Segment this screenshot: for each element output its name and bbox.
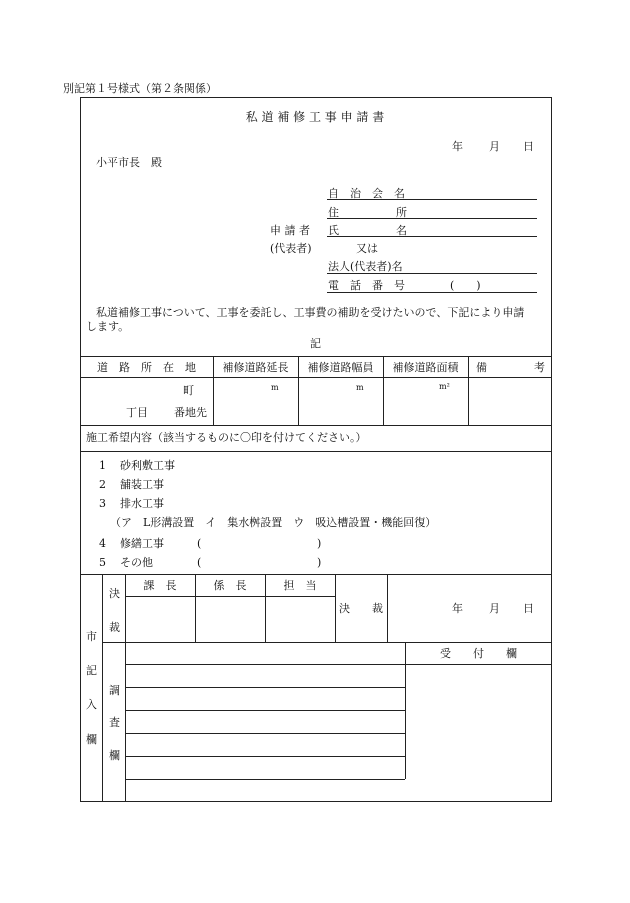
- phone-label: 電 話 番 号: [328, 279, 405, 292]
- role-section-chief: 課 長: [143, 579, 177, 592]
- reception-heading: 受 付 欄: [440, 647, 517, 660]
- work-item-5-open: (: [197, 556, 202, 569]
- chome-label: 丁目: [126, 406, 148, 419]
- work-item-4-close: ): [317, 537, 322, 550]
- header-area: 補修道路面積: [392, 361, 459, 374]
- width-unit: m: [356, 383, 364, 392]
- kessai-date-day: 日: [523, 602, 534, 615]
- work-request-heading: 施工希望内容（該当するものに〇印を付けてください。）: [86, 431, 367, 444]
- header-remarks-b: 考: [534, 361, 545, 374]
- name-label-b: 名: [396, 224, 407, 237]
- phone-paren: ( ): [450, 279, 481, 292]
- form-title: 私 道 補 修 工 事 申 請 書: [245, 110, 385, 124]
- header-width: 補修道路幅員: [307, 361, 374, 374]
- drainage-detail: （ア L形溝設置 イ 集水桝設置 ウ 吸込槽設置・機能回復）: [110, 516, 437, 529]
- form-frame: [80, 97, 552, 802]
- address-label-b: 所: [396, 206, 407, 219]
- phone-line: [327, 292, 537, 293]
- cho-label: 町: [183, 384, 194, 397]
- representative-label: (代表者): [270, 242, 312, 255]
- work-item-2-label: 舗装工事: [120, 478, 164, 491]
- work-item-5-no: 5: [99, 556, 106, 569]
- city-label-1: 市: [86, 630, 97, 643]
- corp-label: 法人(代表者)名: [328, 260, 403, 273]
- work-item-4-label: 修繕工事: [120, 537, 164, 550]
- kessai-label-1: 決: [109, 587, 120, 600]
- statement-line2: します。: [86, 320, 130, 333]
- or-label: 又は: [356, 242, 378, 255]
- association-line: [327, 199, 537, 200]
- role-subsection-chief: 係 長: [213, 579, 247, 592]
- survey-label-2: 査: [109, 716, 120, 729]
- form-reference: 別記第１号様式（第２条関係）: [63, 82, 217, 95]
- length-unit: m: [271, 383, 279, 392]
- work-item-3-label: 排水工事: [120, 497, 164, 510]
- date-year: 年: [452, 140, 463, 153]
- kessai-label-2: 裁: [109, 621, 120, 634]
- address-label-a: 住: [328, 206, 339, 219]
- header-remarks-a: 備: [476, 361, 487, 374]
- ki-mark: 記: [310, 337, 321, 350]
- work-item-4-open: (: [197, 537, 202, 550]
- statement-line1: 私道補修工事について、工事を委託し、工事費の補助を受けたいので、下記により申請: [96, 306, 525, 319]
- work-item-1-label: 砂利敷工事: [120, 459, 175, 472]
- work-item-1-no: 1: [99, 459, 106, 472]
- address-line: [327, 218, 537, 219]
- work-item-4-no: 4: [99, 537, 106, 550]
- area-unit: m²: [439, 382, 450, 391]
- city-label-2: 記: [86, 664, 97, 677]
- association-label: 自 治 会 名: [328, 187, 405, 200]
- survey-label-1: 調: [109, 684, 120, 697]
- work-item-5-close: ): [317, 556, 322, 569]
- survey-label-3: 欄: [109, 749, 120, 762]
- applicant-label: 申 請 者: [270, 224, 310, 237]
- role-staff: 担 当: [283, 579, 317, 592]
- name-label-a: 氏: [328, 224, 339, 237]
- kessai-date-month: 月: [489, 602, 500, 615]
- work-item-3-no: 3: [99, 497, 106, 510]
- addressee: 小平市長 殿: [96, 156, 162, 169]
- name-line: [327, 236, 537, 237]
- city-label-3: 入: [86, 698, 97, 711]
- city-label-4: 欄: [86, 733, 97, 746]
- header-length: 補修道路延長: [222, 361, 289, 374]
- work-item-5-label: その他: [120, 556, 153, 569]
- banchi-label: 番地先: [174, 406, 207, 419]
- header-location: 道 路 所 在 地: [97, 361, 196, 374]
- date-day: 日: [523, 140, 534, 153]
- date-month: 月: [489, 140, 500, 153]
- work-item-2-no: 2: [99, 478, 106, 491]
- kessai-cell: 決 裁: [339, 602, 383, 615]
- corp-line: [327, 273, 537, 274]
- kessai-date-year: 年: [452, 602, 463, 615]
